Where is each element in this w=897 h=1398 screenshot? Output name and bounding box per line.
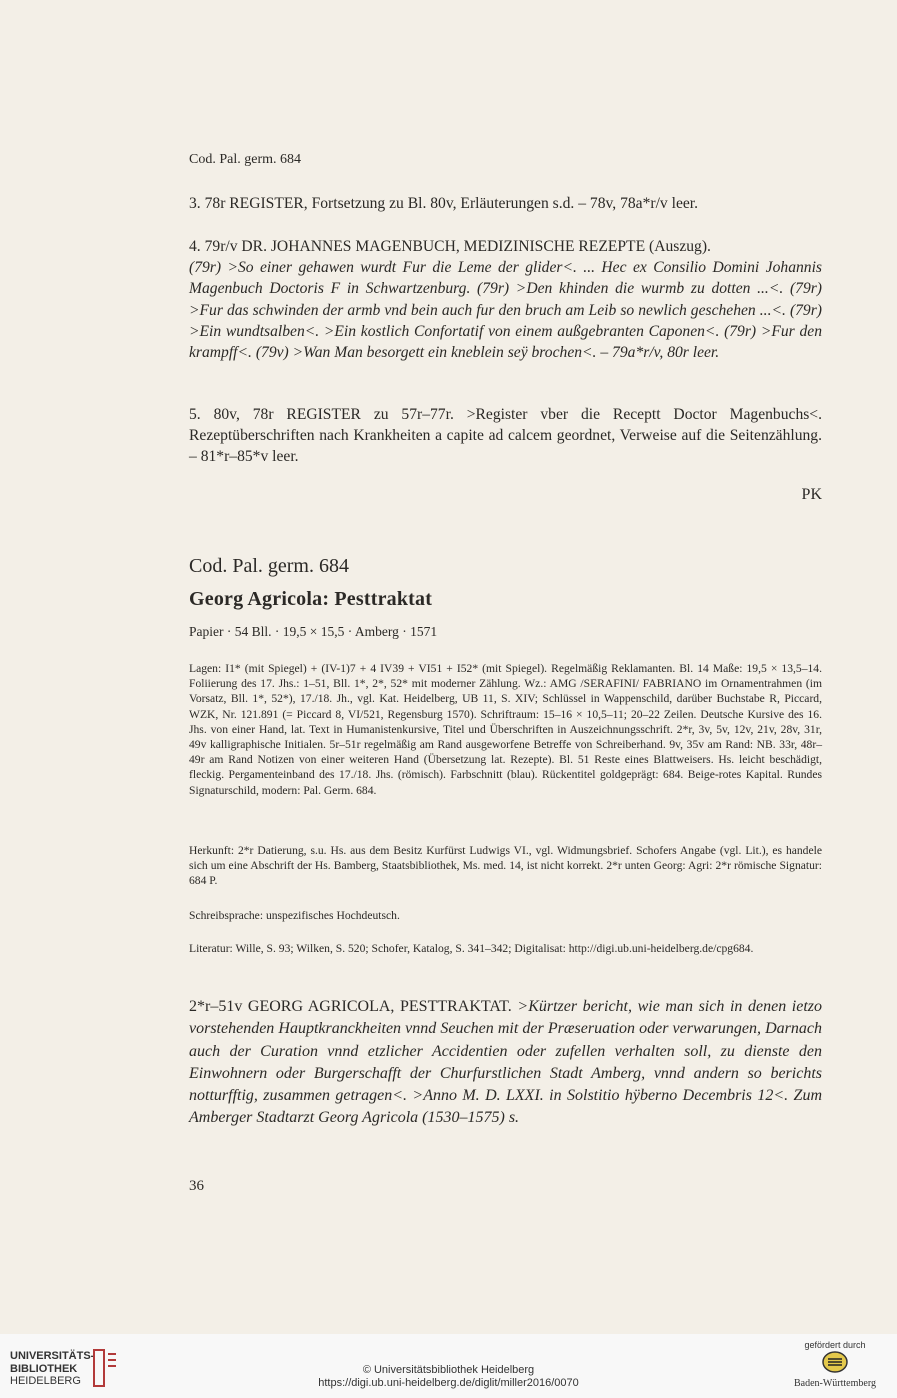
sponsor-name: Baden-Württemberg <box>793 1378 876 1389</box>
main-entry-lead: 2*r–51v GEORG AGRICOLA, PESTTRAKTAT. <box>189 998 512 1015</box>
schreibsprache-paragraph: Schreibsprache: unspezifisches Hochdeutsch. <box>189 909 400 922</box>
section-5: 5. 80v, 78r REGISTER zu 57r–77r. >Register vber die Receptt Doctor Magenbuchs<. Rezeptüberschriften nach Krankheiten a capite ad calcem geordnet, Verweise auf die Seitenzählung. – 81*r–85*v leer. <box>189 406 822 466</box>
entry-subtitle: Georg Agricola: Pesttraktat <box>189 588 433 610</box>
literatur-paragraph: Literatur: Wille, S. 93; Wilken, S. 520; Schofer, Katalog, S. 341–342; Digitalisat: http://digi.ub.uni-heidelberg.de/cpg684. <box>189 942 754 955</box>
state-coat-of-arms-icon <box>820 1350 850 1374</box>
sponsor-block <box>785 1340 885 1389</box>
viewer-footer <box>0 1334 897 1398</box>
running-head <box>189 152 822 168</box>
entry-meta: Papier · 54 Bll. · 19,5 × 15,5 · Amberg · 1571 <box>189 624 438 639</box>
copyright-text: © Universitätsbibliothek Heidelberg <box>362 1364 535 1376</box>
herkunft-paragraph: Herkunft: 2*r Datierung, s.u. Hs. aus dem Besitz Kurfürst Ludwigs VI., vgl. Widmungsbrief. Schofers Angabe (vgl. Lit.), es handele sich um eine Abschrift der Hs. Bamberg, Staatsbibliothek, Ms. med. 14, ist nicht korrekt. 2*r unten Georg: Agri: 2*r römische Signatur: 684 P. <box>189 844 822 888</box>
copyright-block <box>0 1364 897 1390</box>
running-head-text: Cod. Pal. germ. 684 <box>189 152 301 167</box>
permalink-url[interactable]: https://digi.ub.uni-heidelberg.de/diglit/miller2016/0070 <box>318 1377 579 1389</box>
library-name-line2: BIBLIOTHEK <box>10 1362 78 1375</box>
section-4 <box>189 236 822 363</box>
author-initials: PK <box>801 486 822 503</box>
library-name-line1: UNIVERSITÄTS- <box>10 1350 95 1362</box>
lagen-paragraph: Lagen: I1* (mit Spiegel) + (IV-1)7 + 4 IV39 + VI51 + I52* (mit Spiegel). Regelmäßig Reklamanten. Bl. 14 Maße: 19,5 × 13,5–14. Foliierung des 17. Jhs.: 1–51, Bll. 1*, 2*, 52* mit moderner Zählung. Wz.: AMG /SERAFINI/ FABRIANO im Ornamentrahmen (im Vorsatz, Bll. 1*, 52*), 17./18. Jh., vgl. Kat. Heidelberg, UB 11, S. XIV; Schlüssel in Wappenschild, darüber Buchstabe R, Piccard, WZK, Nr. 121.891 (= Piccard 8, VI/521, Regensburg 1570). Schriftraum: 15–16 × 10,5–11; 20–22 Zeilen. Deutsche Kursive des 16. Jhs. von einer Hand, lat. Text in Humanistenkursive, Titel und Überschriften in Auszeichnungsschrift. 2*r, 3v, 5v, 12v, 21v, 28v, 31r, 49v kalligraphische Initialen. 5r–51r regelmäßig am Rand ausgeworfene Betreffe von Schreiberhand. 9v, 35v am Rand: NB. 33r, 48r–49r am Rand Notizen von einer weiteren Hand (Übersetzung lat. Rezepte). Bl. 51 Reste eines Blattweisers. Hs. leicht beschädigt, fleckig. Pergamenteinband des 17./18. Jhs. (römisch). Farbschnitt (blau). Rückentitel goldgeprägt: 684. Beige-rotes Kapital. Rundes Signaturschild, modern: Pal. Germ. 684. <box>189 662 822 797</box>
library-name-line3: HEIDELBERG <box>10 1375 81 1387</box>
page-number: 36 <box>189 1178 204 1194</box>
section-3: 3. 78r REGISTER, Fortsetzung zu Bl. 80v, Erläuterungen s.d. – 78v, 78a*r/v leer. <box>189 195 699 212</box>
entry-title: Cod. Pal. germ. 684 <box>189 555 349 577</box>
main-entry <box>189 996 822 1130</box>
main-entry-body: >Kürtzer bericht, wie man sich in denen ietzo vorstehenden Hauptkranckheiten vnnd Seuchen mit der Præseruation oder verwarungen, Darnach auch der Curation vnnd etzlicher Accidentien oder zufellen verhalten soll, zu dienste den Einwohnern oder Burgerschafft der Churfurstlichen Stadt Amberg, vnnd andern so berichts notturfftig, zusammen getragen<. >Anno M. D. LXXI. in Solstitio hÿberno Decembris 12<. Zum Amberger Stadtarzt Georg Agricola (1530–1575) s. <box>189 998 823 1127</box>
section-4-body: (79r) >So einer gehawen wurdt Fur die Leme der glider<. ... Hec ex Consilio Domini Johannis Magenbuch Doctoris F in Schwartzenburg. (79r) >Den khinden die wurmb zu dotten ...<. (79r) >Fur das schwinden der armb vnd bein auch fur den bruch am Leib so newlich geschehen ...<. (79r) >Ein wundtsalben<. >Ein kostlich Confortatif von einem außgebranten Caponen<. (79r) >Fur den krampff<. (79v) >Wan Man besorgett ein kneblein seÿ brochen<. – 79a*r/v, 80r leer. <box>189 259 822 362</box>
sponsor-label: gefördert durch <box>804 1340 866 1350</box>
section-4-lead: 4. 79r/v DR. JOHANNES MAGENBUCH, MEDIZINISCHE REZEPTE (Auszug). <box>189 238 711 255</box>
